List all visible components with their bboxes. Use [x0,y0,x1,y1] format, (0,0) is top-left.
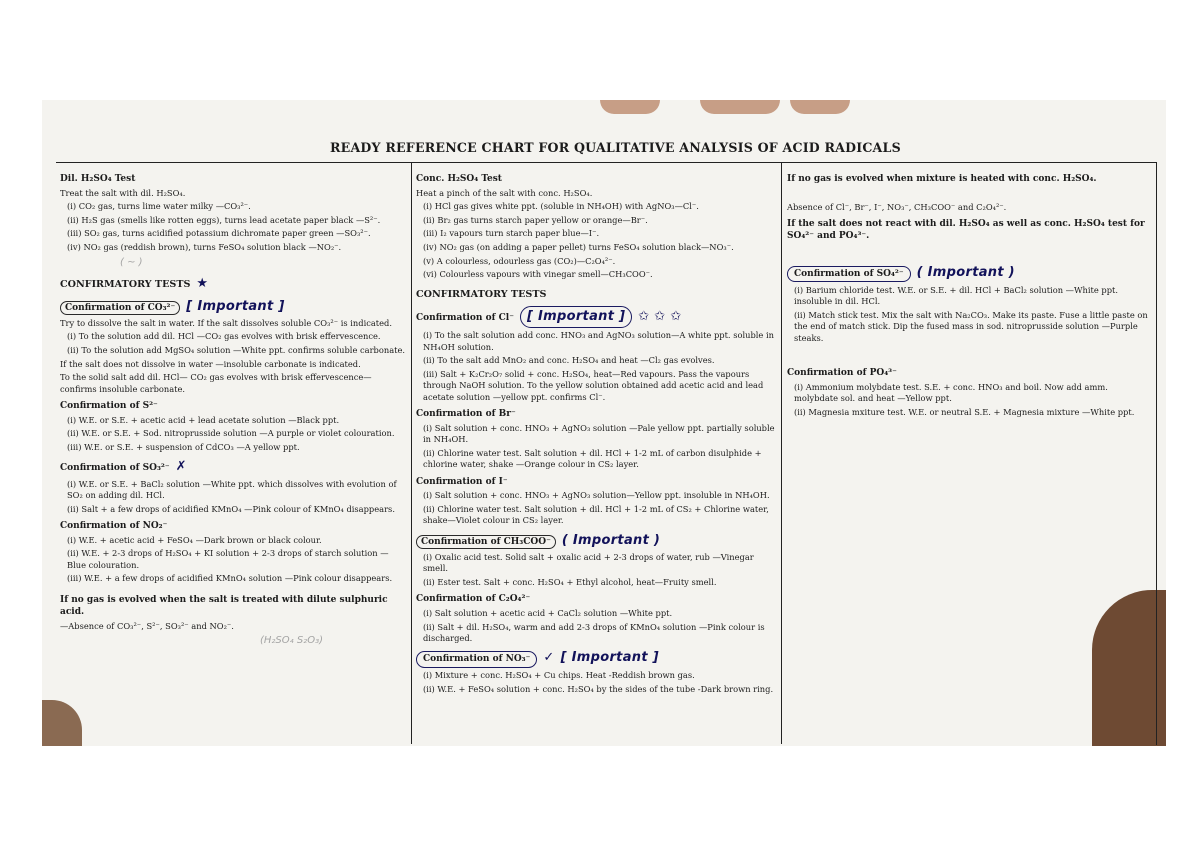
finger-right [790,100,850,114]
i-heading: Confirmation of I⁻ [416,476,508,487]
po4-item: (i) Ammonium molybdate test. S.E. + conc. HNO₃ and boil. Now add amm. molybdate sol. and heat —Yellow ppt. [794,381,1108,404]
handwritten-stars: ✩ ✩ ✩ [638,309,682,325]
no3-item: (ii) W.E. + FeSO₄ solution + conc. H₂SO₄ by the sides of the tube -Dark brown ring. [423,683,774,694]
column-conc-acid [416,168,776,697]
po4-item: (ii) Magnesia mxiture test. W.E. or neutral S.E. + Magnesia mixture —White ppt. [794,406,1135,417]
so3-item: (i) W.E. or S.E. + BaCl₂ solution —White ppt. which dissolves with evolution of SO₂ on adding dil. HCl. [67,478,397,500]
dil-test-intro: Treat the salt with dil. H₂SO₄. [60,187,186,198]
no-gas-conc: If no gas is evolved when mixture is heated with conc. H₂SO₄. [787,174,1097,184]
handwritten-check: ✓ [543,650,555,666]
so4-heading [787,264,1152,282]
conc-test-item: (iii) I₂ vapours turn starch paper blue—I⁻. [423,228,600,239]
oxalate-item: (i) Salt solution + acetic acid + CaCl₂ solution —White ppt. [423,607,673,618]
spacer [787,346,1152,362]
no2-heading: Confirmation of NO₂⁻ [60,521,168,532]
dil-test-heading: Dil. H₂SO₄ Test [60,174,136,184]
dil-test-item: (iv) NO₂ gas (reddish brown), turns FeSO₄ solution black —NO₂⁻. [67,242,342,253]
confirmatory-tests-label: CONFIRMATORY TESTS [60,278,191,290]
finger-mid [700,100,780,114]
acetate-item: (ii) Ester test. Salt + conc. H₂SO₄ + Ethyl alcohol, heat—Fruity smell. [423,576,717,587]
conc-test-item: (v) A colourless, odourless gas (CO₂)—C₂O₄²⁻. [423,255,616,266]
po4-heading: Confirmation of PO₄³⁻ [787,368,897,379]
so4-heading-circle: Confirmation of SO₄²⁻ [787,266,911,282]
no3-heading [416,649,776,667]
cl-item: (i) To the salt solution add conc. HNO₃ and AgNO₃ solution—A white ppt. soluble in NH₄OH solution. [423,330,774,352]
dil-test-item: (i) CO₂ gas, turns lime water milky —CO₃²⁻. [67,201,251,212]
cl-heading-label: Confirmation of Cl⁻ [416,313,514,324]
no3-heading-circle: Confirmation of NO₃⁻ [416,651,537,667]
column-dil-acid [60,168,407,648]
co3-insoluble: If the salt does not dissolve in water —insoluble carbonate is indicated. [60,358,361,369]
so4-item: (i) Barium chloride test. W.E. or S.E. + dil. HCl + BaCl₂ solution —White ppt. insoluble in dil. HCl. [794,284,1118,307]
handwritten-star: ★ [196,275,209,291]
i-item: (ii) Chlorine water test. Salt solution + dil. HCl + 1-2 mL of CS₂ + Chlorine water, shake—Violet colour in CS₂ layer. [423,503,769,526]
no2-item: (ii) W.E. + 2-3 drops of H₂SO₄ + KI solution + 2-3 drops of starch solution —Blue colouration. [67,548,389,570]
so4-item: (ii) Match stick test. Mix the salt with Na₂CO₃. Make its paste. Fuse a little paste on the end of match stick. Dip the fused mass in sod. nitroprusside solution —Purple steaks. [794,309,1148,343]
dil-test-item: (ii) H₂S gas (smells like rotten eggs), turns lead acetate paper black —S²⁻. [67,214,381,225]
s-item: (ii) W.E. or S.E. + Sod. nitroprusside solution —A purple or violet colouration. [67,428,395,439]
i-item: (i) Salt solution + conc. HNO₃ + AgNO₃ solution—Yellow ppt. insoluble in NH₄OH. [423,490,770,501]
br-heading: Confirmation of Br⁻ [416,409,516,420]
confirmatory-tests-heading [60,275,407,293]
conc-test-intro: Heat a pinch of the salt with conc. H₂SO₄. [416,187,593,198]
so3-heading-label: Confirmation of SO₃²⁻ [60,463,170,474]
co3-item: (i) To the solution add dil. HCl —CO₂ gas evolves with brisk effervescence. [67,331,381,342]
handwritten-important-mark: [ Important ] [560,650,659,666]
chart-title: READY REFERENCE CHART FOR QUALITATIVE ANALYSIS OF ACID RADICALS [330,140,901,155]
so3-item: (ii) Salt + a few drops of acidified KMnO₄ —Pink colour of KMnO₄ disappears. [67,503,395,514]
acetate-item: (i) Oxalic acid test. Solid salt + oxalic acid + 2-3 drops of water, rub —Vinegar smell. [423,551,754,574]
handwritten-important-mark: [ Important ] [186,298,285,314]
s-heading: Confirmation of S²⁻ [60,401,158,412]
handwritten-important-mark: ( Important ) [916,265,1015,281]
handwritten-important-mark: ( Important ) [561,532,661,548]
dil-test-item: (iii) SO₂ gas, turns acidified potassium dichromate paper green —SO₃²⁻. [67,228,371,239]
conc-test-item: (vi) Colourless vapours with vinegar smell—CH₃COO⁻. [423,269,653,280]
spacer [787,188,1152,202]
oxalate-item: (ii) Salt + dil. H₂SO₄, warm and add 2-3 drops of KMnO₄ solution —Pink colour is discharged. [423,621,765,644]
cl-item: (ii) To the salt add MnO₂ and conc. H₂SO₄ and heat —Cl₂ gas evolves. [423,355,715,366]
cl-heading [416,306,776,328]
co3-intro: Try to dissolve the salt in water. If the salt dissolves soluble CO₃²⁻ is indicated. [60,317,393,328]
no2-item: (i) W.E. + acetic acid + FeSO₄ —Dark brown or black colour. [67,534,322,545]
handwritten-cross: ✗ [175,459,187,475]
s-item: (iii) W.E. or S.E. + suspension of CdCO₃ —A yellow ppt. [67,442,300,452]
faint-scribble-bottom: (H₂SO₄ S₂O₃) [260,635,323,647]
conc-test-item: (iv) NO₂ gas (on adding a paper pellet) turns FeSO₄ solution black—NO₃⁻. [423,242,734,253]
absence-dil: —Absence of CO₃²⁻, S²⁻, SO₃²⁻ and NO₂⁻. [60,620,234,631]
cl-item: (iii) Salt + K₂Cr₂O₇ solid + conc. H₂SO₄, heat—Red vapours. Pass the vapours through NaOH solution. To the yellow solution obtained add acetic acid and lead acetate solution —yellow ppt. confirms Cl⁻. [423,368,764,402]
column-divider-2 [781,162,782,744]
conc-test-item: (ii) Br₂ gas turns starch paper yellow or orange—Br⁻. [423,214,648,225]
no2-item: (iii) W.E. + a few drops of acidified KMnO₄ solution —Pink colour disappears. [67,573,393,584]
no-react-note: If the salt does not react with dil. H₂SO₄ as well as conc. H₂SO₄ test for SO₄²⁻ and PO₄³⁻. [787,219,1145,242]
co3-heading [60,298,407,316]
handwritten-important-mark: [ Important ] [520,306,632,328]
so3-heading [60,458,407,476]
no3-item: (i) Mixture + conc. H₂SO₄ + Cu chips. Heat -Reddish brown gas. [423,670,695,681]
column-divider-1 [411,162,412,744]
co3-solid: To the solid salt add dil. HCl— CO₂ gas evolves with brisk effervescence—confirms insoluble carbonate. [60,372,372,394]
finger-left [600,100,660,114]
acetate-heading-box: Confirmation of CH₃COO⁻ [416,535,556,549]
br-item: (i) Salt solution + conc. HNO₃ + AgNO₃ solution —Pale yellow ppt. partially soluble in NH₄OH. [423,422,775,445]
co3-item: (ii) To the solution add MgSO₄ solution —White ppt. confirms soluble carbonate. [67,345,406,356]
co3-heading-box: Confirmation of CO₃²⁻ [60,301,180,315]
faint-scribble: ( ~ ) [120,256,143,268]
acetate-heading [416,532,776,550]
conc-test-heading: Conc. H₂SO₄ Test [416,174,502,184]
s-item: (i) W.E. or S.E. + acetic acid + lead acetate solution —Black ppt. [67,414,340,425]
br-item: (ii) Chlorine water test. Salt solution + dil. HCl + 1-2 mL of carbon disulphide + chlorine water, shake —Orange colour in CS₂ layer. [423,447,762,470]
spacer [787,245,1152,259]
confirmatory-tests-heading-2: CONFIRMATORY TESTS [416,288,547,300]
no-gas-dil: If no gas is evolved when the salt is treated with dilute sulphuric acid. [60,594,388,618]
column-sulphate-phosphate [787,168,1152,420]
conc-test-item: (i) HCl gas gives white ppt. (soluble in NH₄OH) with AgNO₃—Cl⁻. [423,201,699,212]
absence-conc: Absence of Cl⁻, Br⁻, I⁻, NO₃⁻, CH₃COO⁻ and C₂O₄²⁻. [787,201,1007,212]
oxalate-heading: Confirmation of C₂O₄²⁻ [416,594,531,605]
